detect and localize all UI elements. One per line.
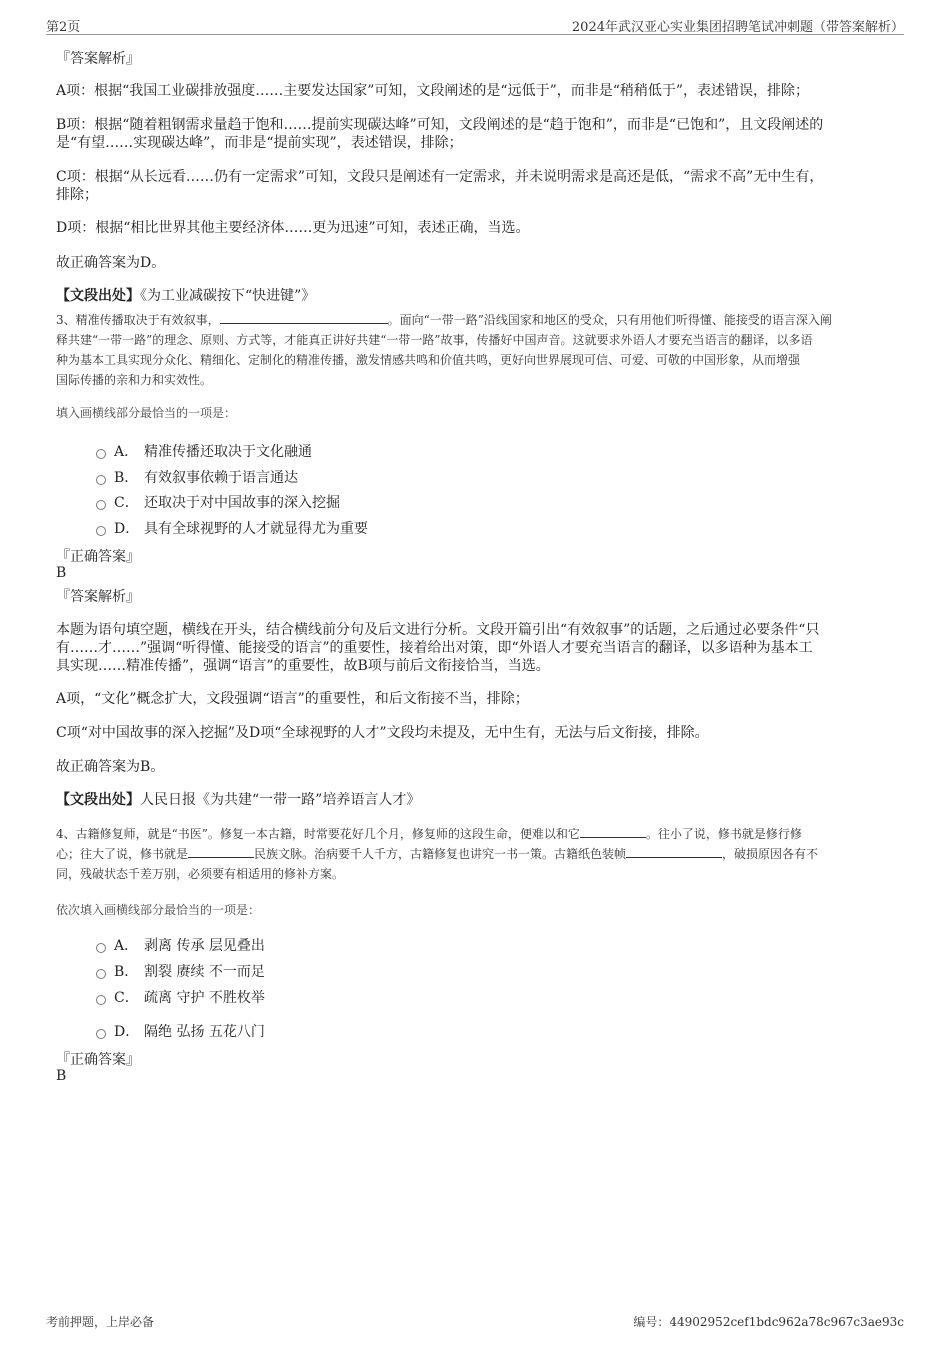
q3-source: [56, 791, 892, 809]
q4-option-d[interactable]: D． 隔绝 弘扬 五花八门: [96, 1021, 265, 1039]
footer-serial: 编号：44902952cef1bdc962a78c967c3ae93c: [633, 1315, 904, 1329]
q4-blank-1: [580, 825, 646, 838]
radio-icon[interactable]: [96, 995, 106, 1005]
radio-icon[interactable]: [96, 500, 106, 510]
q4-option-b[interactable]: B． 割裂 赓续 不一而足: [96, 961, 265, 979]
q3-answer: B: [56, 565, 67, 581]
q2-analysis-label: 『答案解析』: [56, 51, 140, 67]
q3-answer-blank: [220, 311, 388, 324]
document-title: 2024年武汉亚心实业集团招聘笔试冲刺题（带答案解析）: [571, 20, 904, 35]
q2-source-label: 【文段出处】: [56, 288, 140, 304]
q4-prompt: 依次填入画横线部分最恰当的一项是：: [56, 903, 261, 917]
q2-analysis-c-line2: 排除；: [56, 187, 98, 203]
q2-analysis-c-line1: C项：根据“从长远看……仍有一定需求”可知，文段只是阐述有一定需求，并未说明需求是高还是低，“需求不高”无中生有，: [56, 169, 824, 185]
q3-analysis-a: A项，“文化”概念扩大，文段强调“语言”的重要性，和后文衔接不当，排除；: [56, 691, 529, 707]
q4-answer-label: 『正确答案』: [56, 1052, 140, 1068]
q4-blank-3: [626, 845, 722, 858]
q3-stem-line1: [56, 310, 892, 330]
q4-answer: B: [56, 1068, 67, 1084]
q2-analysis-b-line1: B项：根据“随着粗钢需求量趋于饱和……提前实现碳达峰”可知，文段阐述的是“趋于饱和”，而非是“已饱和”，且文段阐述的: [56, 117, 824, 133]
q3-stem-line4: 国际传播的亲和力和实效性。: [56, 373, 213, 387]
page-footer: [46, 1313, 904, 1333]
q3-analysis-line3: 具实现……精准传播”，强调“语言”的重要性，故B项与前后文衔接恰当，当选。: [56, 658, 550, 674]
q3-stem-line2: 释共建“一带一路”的理念、原则、方式等，才能真正讲好共建“一带一路”故事，传播好中国声音。这就要求外语人才要充当语言的翻译，以多语: [56, 333, 813, 347]
q3-option-d[interactable]: D． 具有全球视野的人才就显得尤为重要: [96, 518, 368, 536]
q4-stem-line2: 心；往大了说，修书就是 民族文脉。治病要千人千方，古籍修复也讲究一书一策。古籍纸色装帧 ，破损原因各有不: [56, 847, 819, 861]
q3-stem-prefix: 3、精准传播取决于有效叙事，: [56, 313, 220, 327]
q3-analysis-line1: 本题为语句填空题，横线在开头，结合横线前分句及后文进行分析。文段开篇引出“有效叙事”的话题，之后通过必要条件“只: [56, 622, 820, 638]
q3-stem-line1-rest: 。面向“一带一路”沿线国家和地区的受众，只有用他们听得懂、能接受的语言深入阐: [387, 313, 832, 327]
radio-icon[interactable]: [96, 943, 106, 953]
q3-answer-label: 『正确答案』: [56, 549, 140, 565]
q3-option-a[interactable]: A． 精准传播还取决于文化融通: [96, 441, 312, 459]
radio-icon[interactable]: [96, 526, 106, 536]
q3-analysis-line2: 有……才……”强调“听得懂、能接受的语言”的重要性，接着给出对策，即“外语人才要充当语言的翻译，以多语种为基本工: [56, 640, 813, 656]
q4-blank-2: [188, 845, 254, 858]
footer-slogan: 考前押题，上岸必备: [46, 1315, 155, 1329]
q3-conclusion: 故正确答案为B。: [56, 759, 165, 775]
q3-option-c[interactable]: C． 还取决于对中国故事的深入挖掘: [96, 492, 340, 510]
radio-icon[interactable]: [96, 969, 106, 979]
q3-source-label: 【文段出处】: [56, 792, 140, 808]
q2-source: [56, 287, 892, 305]
radio-icon[interactable]: [96, 449, 106, 459]
radio-icon[interactable]: [96, 1029, 106, 1039]
radio-icon[interactable]: [96, 475, 106, 485]
q3-stem-line3: 种为基本工具实现分众化、精细化、定制化的精准传播，激发情感共鸣和价值共鸣，更好向世界展现可信、可爱、可敬的中国形象，从而增强: [56, 353, 801, 367]
q3-option-b[interactable]: B． 有效叙事依赖于语言通达: [96, 467, 298, 485]
q2-analysis-d: D项：根据“相比世界其他主要经济体……更为迅速”可知，表述正确，当选。: [56, 220, 530, 236]
q2-analysis-a: A项：根据“我国工业碳排放强度……主要发达国家”可知，文段阐述的是“远低于”，而非是“稍稍低于”，表述错误，排除；: [56, 83, 810, 99]
page-header: [46, 14, 904, 35]
q4-stem-line1: 4、古籍修复师，就是“书医”。修复一本古籍，时常要花好几个月，修复师的这段生命，便难以和它 。往小了说，修书就是修行修: [56, 827, 802, 841]
q2-analysis-b-line2: 是“有望……实现碳达峰”，而非是“提前实现”，表述错误，排除；: [56, 135, 463, 151]
q3-prompt: 填入画横线部分最恰当的一项是：: [56, 406, 237, 420]
q4-stem-line3: 同，残破状态千差万别，必须要有相适用的修补方案。: [56, 867, 345, 881]
q3-analysis-label: 『答案解析』: [56, 589, 140, 605]
q4-option-c[interactable]: C． 疏离 守护 不胜枚举: [96, 987, 265, 1005]
q3-analysis-cd: C项“对中国故事的深入挖掘”及D项“全球视野的人才”文段均未提及，无中生有，无法与后文衔接，排除。: [56, 725, 709, 741]
page-number: 第2页: [46, 20, 81, 35]
q2-conclusion: 故正确答案为D。: [56, 255, 166, 271]
q4-option-a[interactable]: A． 剥离 传承 层见叠出: [96, 935, 265, 953]
q2-source-text: 《为工业减碳按下“快进键”》: [140, 288, 316, 304]
q3-source-text: 人民日报《为共建“一带一路”培养语言人才》: [140, 792, 421, 808]
